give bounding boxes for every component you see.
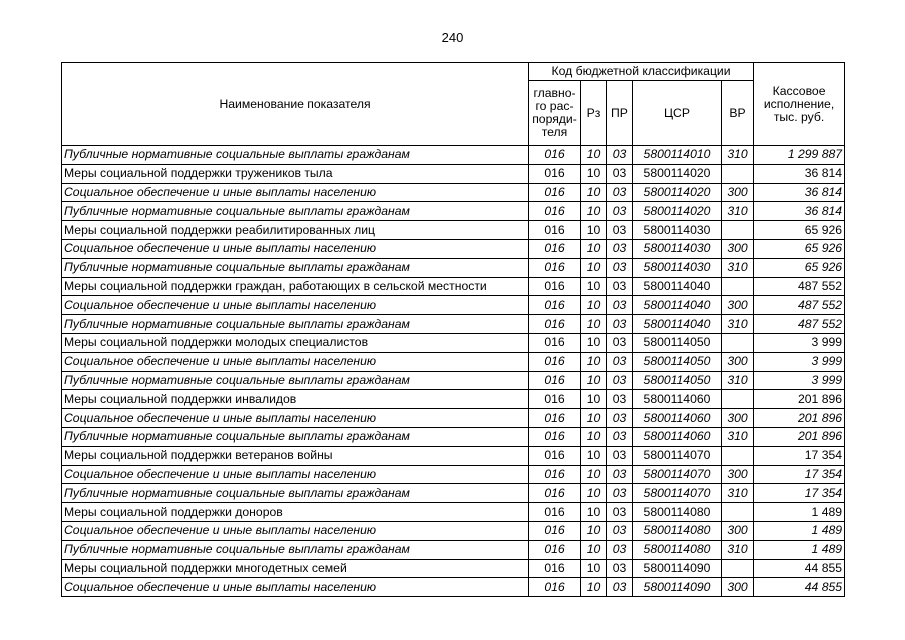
cell-vr: 300: [722, 296, 754, 315]
cell-name: Социальное обеспечение и иные выплаты населению: [62, 578, 529, 597]
cell-vr: 300: [722, 578, 754, 597]
cell-name: Публичные нормативные социальные выплаты гражданам: [62, 427, 529, 446]
cell-grbs: 016: [529, 409, 581, 428]
cell-vr: 300: [722, 183, 754, 202]
cell-grbs: 016: [529, 146, 581, 165]
cell-csr: 5800114030: [633, 221, 722, 240]
header-csr: ЦСР: [633, 81, 722, 146]
cell-amount: 36 814: [754, 183, 845, 202]
cell-csr: 5800114040: [633, 315, 722, 334]
cell-amount: 65 926: [754, 258, 845, 277]
cell-grbs: 016: [529, 296, 581, 315]
cell-name: Социальное обеспечение и иные выплаты населению: [62, 409, 529, 428]
cell-grbs: 016: [529, 202, 581, 221]
cell-amount: 1 489: [754, 540, 845, 559]
cell-grbs: 016: [529, 183, 581, 202]
cell-rz: 10: [581, 333, 607, 352]
header-pr: ПР: [607, 81, 633, 146]
cell-grbs: 016: [529, 484, 581, 503]
cell-name: Публичные нормативные социальные выплаты гражданам: [62, 146, 529, 165]
cell-pr: 03: [607, 427, 633, 446]
cell-csr: 5800114020: [633, 183, 722, 202]
cell-grbs: 016: [529, 446, 581, 465]
cell-name: Социальное обеспечение и иные выплаты населению: [62, 239, 529, 258]
cell-name: Публичные нормативные социальные выплаты гражданам: [62, 371, 529, 390]
cell-pr: 03: [607, 503, 633, 522]
cell-grbs: 016: [529, 465, 581, 484]
cell-rz: 10: [581, 221, 607, 240]
cell-amount: 44 855: [754, 559, 845, 578]
cell-vr: 300: [722, 409, 754, 428]
cell-csr: 5800114060: [633, 409, 722, 428]
cell-pr: 03: [607, 315, 633, 334]
header-amount: Кассовое исполнение, тыс. руб.: [754, 63, 845, 146]
cell-vr: 310: [722, 427, 754, 446]
cell-vr: 300: [722, 352, 754, 371]
cell-pr: 03: [607, 409, 633, 428]
cell-vr: [722, 446, 754, 465]
page-number: 240: [441, 30, 464, 45]
cell-csr: 5800114010: [633, 146, 722, 165]
cell-name: Социальное обеспечение и иные выплаты населению: [62, 352, 529, 371]
cell-name: Публичные нормативные социальные выплаты гражданам: [62, 484, 529, 503]
table-row: [62, 333, 845, 352]
cell-pr: 03: [607, 390, 633, 409]
cell-rz: 10: [581, 521, 607, 540]
table-row: [62, 239, 845, 258]
cell-rz: 10: [581, 146, 607, 165]
cell-rz: 10: [581, 503, 607, 522]
cell-rz: 10: [581, 409, 607, 428]
cell-name: Меры социальной поддержки многодетных семей: [62, 559, 529, 578]
cell-name: Меры социальной поддержки доноров: [62, 503, 529, 522]
cell-csr: 5800114050: [633, 371, 722, 390]
cell-amount: 65 926: [754, 239, 845, 258]
cell-pr: 03: [607, 183, 633, 202]
cell-amount: 17 354: [754, 465, 845, 484]
cell-amount: 44 855: [754, 578, 845, 597]
cell-pr: 03: [607, 578, 633, 597]
cell-vr: 310: [722, 315, 754, 334]
cell-amount: 3 999: [754, 352, 845, 371]
cell-vr: 310: [722, 540, 754, 559]
cell-vr: [722, 221, 754, 240]
cell-name: Социальное обеспечение и иные выплаты населению: [62, 465, 529, 484]
cell-name: Социальное обеспечение и иные выплаты населению: [62, 296, 529, 315]
cell-name: Публичные нормативные социальные выплаты гражданам: [62, 315, 529, 334]
cell-csr: 5800114030: [633, 258, 722, 277]
table-row: [62, 258, 845, 277]
cell-vr: 310: [722, 371, 754, 390]
cell-amount: 36 814: [754, 164, 845, 183]
table-row: [62, 578, 845, 597]
cell-csr: 5800114020: [633, 164, 722, 183]
table-row: [62, 559, 845, 578]
cell-name: Публичные нормативные социальные выплаты гражданам: [62, 540, 529, 559]
cell-name: Социальное обеспечение и иные выплаты населению: [62, 521, 529, 540]
cell-amount: 3 999: [754, 333, 845, 352]
cell-grbs: 016: [529, 239, 581, 258]
table-body: [62, 146, 845, 597]
cell-vr: 310: [722, 146, 754, 165]
cell-amount: 1 489: [754, 521, 845, 540]
cell-rz: 10: [581, 540, 607, 559]
cell-csr: 5800114030: [633, 239, 722, 258]
cell-rz: 10: [581, 427, 607, 446]
cell-pr: 03: [607, 521, 633, 540]
cell-pr: 03: [607, 540, 633, 559]
cell-rz: 10: [581, 239, 607, 258]
budget-table: [61, 62, 845, 597]
cell-rz: 10: [581, 352, 607, 371]
cell-amount: 487 552: [754, 277, 845, 296]
cell-csr: 5800114080: [633, 521, 722, 540]
table-row: [62, 427, 845, 446]
cell-amount: 36 814: [754, 202, 845, 221]
cell-vr: 310: [722, 258, 754, 277]
cell-rz: 10: [581, 484, 607, 503]
table-row: [62, 540, 845, 559]
cell-grbs: 016: [529, 258, 581, 277]
cell-csr: 5800114050: [633, 333, 722, 352]
cell-grbs: 016: [529, 427, 581, 446]
cell-amount: 1 489: [754, 503, 845, 522]
cell-pr: 03: [607, 146, 633, 165]
cell-grbs: 016: [529, 540, 581, 559]
cell-csr: 5800114040: [633, 296, 722, 315]
table-row: [62, 146, 845, 165]
cell-name: Меры социальной поддержки тружеников тыла: [62, 164, 529, 183]
cell-amount: 201 896: [754, 390, 845, 409]
cell-rz: 10: [581, 446, 607, 465]
cell-vr: [722, 559, 754, 578]
table-row: [62, 202, 845, 221]
cell-vr: [722, 277, 754, 296]
header-grbs: главно-го рас-поряди-теля: [529, 81, 581, 146]
cell-pr: 03: [607, 559, 633, 578]
table-row: [62, 296, 845, 315]
cell-amount: 1 299 887: [754, 146, 845, 165]
cell-csr: 5800114080: [633, 503, 722, 522]
cell-name: Меры социальной поддержки реабилитированных лиц: [62, 221, 529, 240]
cell-pr: 03: [607, 277, 633, 296]
cell-vr: 300: [722, 465, 754, 484]
cell-amount: 487 552: [754, 296, 845, 315]
cell-grbs: 016: [529, 164, 581, 183]
cell-rz: 10: [581, 315, 607, 334]
cell-csr: 5800114090: [633, 578, 722, 597]
cell-name: Публичные нормативные социальные выплаты гражданам: [62, 202, 529, 221]
cell-amount: 201 896: [754, 427, 845, 446]
cell-name: Меры социальной поддержки молодых специалистов: [62, 333, 529, 352]
cell-pr: 03: [607, 484, 633, 503]
cell-csr: 5800114040: [633, 277, 722, 296]
header-rz: Рз: [581, 81, 607, 146]
cell-vr: [722, 390, 754, 409]
cell-vr: [722, 164, 754, 183]
table-row: [62, 484, 845, 503]
cell-vr: 310: [722, 484, 754, 503]
cell-amount: 17 354: [754, 484, 845, 503]
cell-pr: 03: [607, 164, 633, 183]
cell-csr: 5800114070: [633, 446, 722, 465]
cell-name: Меры социальной поддержки граждан, работающих в сельской местности: [62, 277, 529, 296]
cell-grbs: 016: [529, 371, 581, 390]
cell-rz: 10: [581, 258, 607, 277]
cell-rz: 10: [581, 164, 607, 183]
table-row: [62, 183, 845, 202]
cell-csr: 5800114060: [633, 390, 722, 409]
cell-pr: 03: [607, 333, 633, 352]
table-row: [62, 352, 845, 371]
cell-rz: 10: [581, 465, 607, 484]
cell-csr: 5800114060: [633, 427, 722, 446]
cell-pr: 03: [607, 465, 633, 484]
table-row: [62, 446, 845, 465]
cell-pr: 03: [607, 202, 633, 221]
table-row: [62, 409, 845, 428]
cell-name: Меры социальной поддержки ветеранов войны: [62, 446, 529, 465]
cell-rz: 10: [581, 296, 607, 315]
cell-grbs: 016: [529, 578, 581, 597]
cell-rz: 10: [581, 202, 607, 221]
cell-amount: 65 926: [754, 221, 845, 240]
cell-rz: 10: [581, 183, 607, 202]
cell-pr: 03: [607, 221, 633, 240]
table-row: [62, 164, 845, 183]
cell-csr: 5800114050: [633, 352, 722, 371]
header-name: Наименование показателя: [62, 63, 529, 146]
cell-name: Меры социальной поддержки инвалидов: [62, 390, 529, 409]
cell-grbs: 016: [529, 521, 581, 540]
cell-csr: 5800114070: [633, 484, 722, 503]
header-vr: ВР: [722, 81, 754, 146]
cell-grbs: 016: [529, 277, 581, 296]
table-header: [62, 63, 845, 146]
cell-pr: 03: [607, 371, 633, 390]
cell-csr: 5800114020: [633, 202, 722, 221]
cell-rz: 10: [581, 559, 607, 578]
header-kbk-group: Код бюджетной классификации: [529, 63, 754, 81]
cell-name: Социальное обеспечение и иные выплаты населению: [62, 183, 529, 202]
cell-rz: 10: [581, 578, 607, 597]
table-row: [62, 521, 845, 540]
cell-grbs: 016: [529, 221, 581, 240]
cell-amount: 201 896: [754, 409, 845, 428]
cell-amount: 3 999: [754, 371, 845, 390]
table-row: [62, 315, 845, 334]
table-row: [62, 371, 845, 390]
cell-grbs: 016: [529, 559, 581, 578]
cell-pr: 03: [607, 352, 633, 371]
cell-pr: 03: [607, 258, 633, 277]
cell-pr: 03: [607, 239, 633, 258]
cell-csr: 5800114080: [633, 540, 722, 559]
cell-grbs: 016: [529, 315, 581, 334]
table-row: [62, 277, 845, 296]
cell-vr: [722, 333, 754, 352]
cell-vr: 310: [722, 202, 754, 221]
cell-rz: 10: [581, 371, 607, 390]
cell-rz: 10: [581, 277, 607, 296]
cell-pr: 03: [607, 296, 633, 315]
cell-grbs: 016: [529, 352, 581, 371]
cell-csr: 5800114070: [633, 465, 722, 484]
cell-amount: 487 552: [754, 315, 845, 334]
cell-name: Публичные нормативные социальные выплаты гражданам: [62, 258, 529, 277]
cell-grbs: 016: [529, 503, 581, 522]
table-row: [62, 503, 845, 522]
cell-rz: 10: [581, 390, 607, 409]
cell-csr: 5800114090: [633, 559, 722, 578]
table-row: [62, 390, 845, 409]
table-row: [62, 465, 845, 484]
table-row: [62, 221, 845, 240]
cell-vr: 300: [722, 521, 754, 540]
cell-grbs: 016: [529, 333, 581, 352]
cell-vr: 300: [722, 239, 754, 258]
cell-amount: 17 354: [754, 446, 845, 465]
cell-grbs: 016: [529, 390, 581, 409]
cell-pr: 03: [607, 446, 633, 465]
cell-vr: [722, 503, 754, 522]
